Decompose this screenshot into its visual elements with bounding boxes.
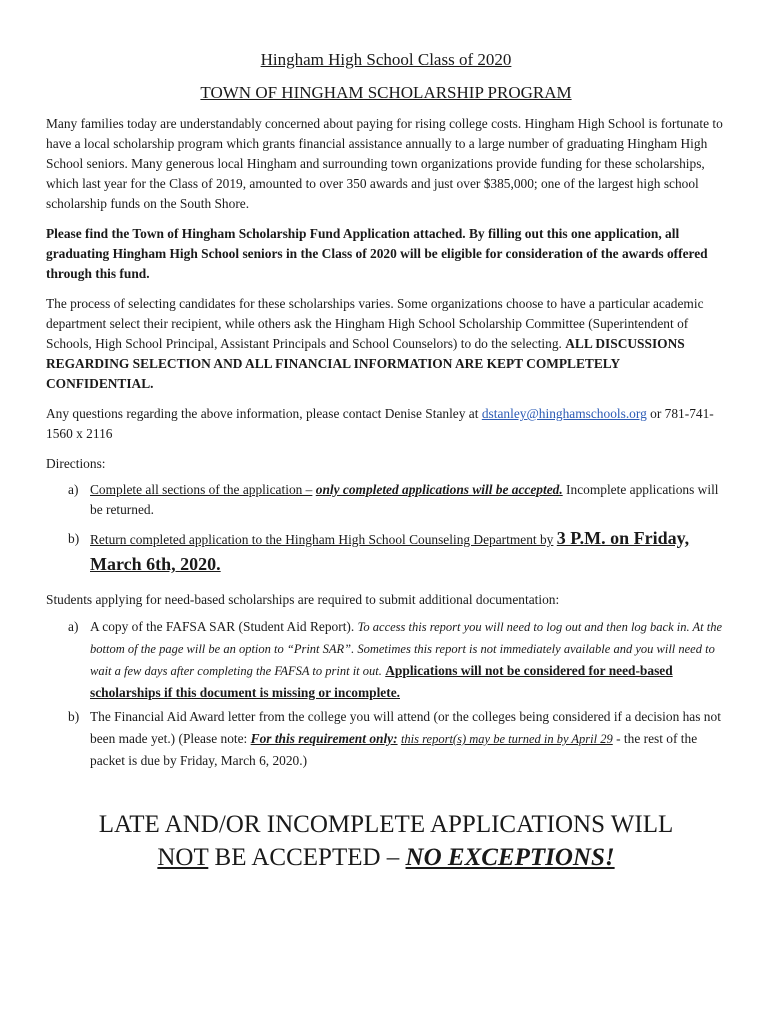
final-warning-exceptions: NO EXCEPTIONS! xyxy=(405,844,615,871)
need-based-b-note-bold: For this requirement only: xyxy=(250,731,398,746)
directions-a-emphasis: only completed applications will be accepted. xyxy=(315,482,563,497)
contact-paragraph xyxy=(46,404,726,444)
confidential-notice: ALL DISCUSSIONS REGARDING SELECTION AND ALL FINANCIAL INFORMATION ARE KEPT COMPLETELY CONFIDENTIAL. xyxy=(46,336,685,391)
need-based-b-note-italic: this report(s) may be turned in by April 29 xyxy=(400,732,613,746)
need-based-item-b xyxy=(46,706,726,772)
list-marker: a) xyxy=(68,482,79,497)
process-paragraph xyxy=(46,294,726,394)
deadline: 3 P.M. on Friday, March 6th, 2020. xyxy=(90,528,690,574)
need-based-list xyxy=(46,616,726,772)
need-based-a-instructions: To access this report you will need to log out and then log back in. At the bottom of the page will be an option to “Print SAR”. Sometimes this report is not immediately available and you will need to wait a few days after completing the FAFSA to print it out. xyxy=(90,620,723,678)
application-notice: Please find the Town of Hingham Scholarship Fund Application attached. By filling out this one application, all graduating Hingham High School seniors in the Class of 2020 will be eligible for consideration of the awards offered through this fund. xyxy=(46,226,708,281)
final-warning-line1: LATE AND/OR INCOMPLETE APPLICATIONS WILL xyxy=(98,811,674,838)
program-title: TOWN OF HINGHAM SCHOLARSHIP PROGRAM xyxy=(200,83,572,102)
list-marker: a) xyxy=(68,619,79,634)
need-based-item-a xyxy=(46,616,726,704)
directions-b-text: Return completed application to the Hingham High School Counseling Department by xyxy=(90,532,554,547)
document-title: Hingham High School Class of 2020 xyxy=(260,50,512,69)
contact-prefix: Any questions regarding the above information, please contact Denise Stanley at xyxy=(46,406,479,421)
need-based-intro: Students applying for need-based scholarships are required to submit additional documentation: xyxy=(46,592,560,607)
directions-list xyxy=(46,480,726,578)
list-marker: b) xyxy=(68,709,80,724)
contact-suffix: or 781-741-1560 x 2116 xyxy=(46,406,714,441)
process-text: The process of selecting candidates for these scholarships varies. Some organizations choose to have a particular academic department select their recipient, while others ask the Hingham High School Scholarship Committee (Superintendent of Schools, High School Principal, Assistant Principals and School Counselors) to do the selecting. xyxy=(46,296,704,351)
need-based-b-text: The Financial Aid Award letter from the college you will attend (or the colleges being considered if a decision has not been made yet.) (Please note: xyxy=(90,709,721,746)
directions-a-note: Incomplete applications will be returned. xyxy=(90,482,719,517)
need-based-a-warning: Applications will not be considered for need-based scholarships if this document is missing or incomplete. xyxy=(90,663,673,700)
directions-item-a xyxy=(46,480,726,520)
final-warning xyxy=(46,808,726,874)
directions-item-b xyxy=(46,526,726,578)
intro-paragraph: Many families today are understandably concerned about paying for rising college costs. Hingham High School is fortunate to have a local scholarship program which grants financial assistance annually to a large number of graduating Hingham High School seniors. Many generous local Hingham and surrounding town organizations provide funding for these scholarships, which last year for the Class of 2019, amounted to over 350 awards and just over $385,000; one of the largest high school scholarship funds on the South Shore. xyxy=(46,116,723,211)
final-warning-middle: BE ACCEPTED – xyxy=(214,844,400,871)
contact-email-link[interactable]: dstanley@hinghamschools.org xyxy=(481,406,647,421)
list-marker: b) xyxy=(68,531,80,546)
need-based-a-text: A copy of the FAFSA SAR (Student Aid Report). xyxy=(90,619,355,634)
need-based-b-suffix: - the rest of the packet is due by Friday, March 6, 2020.) xyxy=(90,731,698,768)
final-warning-line2 xyxy=(46,841,726,874)
directions-a-text: Complete all sections of the application – xyxy=(90,482,313,497)
directions-heading: Directions: xyxy=(46,456,106,471)
final-warning-not: NOT xyxy=(157,844,209,871)
